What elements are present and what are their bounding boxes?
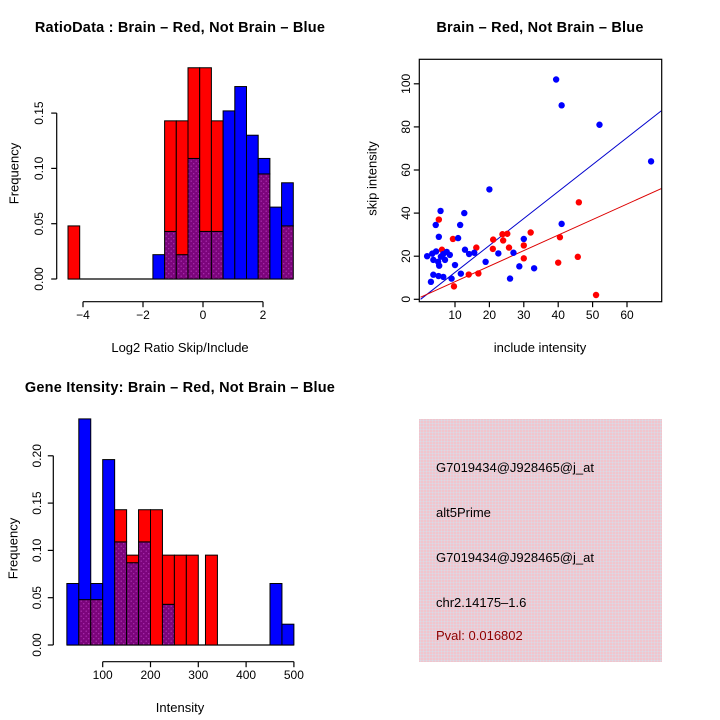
scatter-point-red [555, 259, 561, 265]
hist-bar-segment-blue [270, 207, 282, 279]
scatter-point-red [451, 283, 457, 289]
scatter-point-blue [596, 122, 602, 128]
scatter-point-blue [452, 262, 458, 268]
x-tick-label: 10 [448, 308, 462, 322]
hist-bar-segment-blue [91, 584, 103, 600]
panel-gene-intensity-histogram [0, 360, 360, 720]
hist-bar-segment-purple [165, 231, 177, 279]
scatter-point-red [521, 255, 527, 261]
y-tick-label: 20 [399, 249, 413, 263]
scatter-point-blue [510, 250, 516, 256]
x-tick-label: 100 [92, 668, 113, 682]
hist-bar-segment-red [115, 510, 127, 542]
y-tick-label: 0.10 [30, 538, 44, 563]
scatter-point-blue [486, 186, 492, 192]
hist-bar-segment-blue [79, 419, 91, 600]
ratio-histogram-ylabel: Frequency [6, 142, 22, 205]
chromosome-line: chr2.14175–1.6 [436, 595, 527, 610]
hist-bar-segment-blue [247, 135, 259, 279]
hist-bar-segment-red [165, 121, 177, 232]
x-tick-label: 0 [199, 308, 207, 322]
hist-bar-segment-red [205, 555, 217, 645]
x-tick-label: −4 [76, 308, 90, 322]
scatter-point-blue [507, 275, 513, 281]
y-tick-label: 0.15 [32, 101, 46, 125]
hist-bar-segment-blue [282, 624, 294, 645]
y-tick-label: 0.20 [30, 444, 44, 468]
hist-bar-segment-blue [67, 584, 79, 645]
scatter-point-blue [440, 274, 446, 280]
panel-intensity-scatter [360, 0, 720, 360]
scatter-point-blue [558, 102, 564, 108]
scatter-point-red [593, 292, 599, 298]
scatter-point-red [527, 229, 533, 235]
scatter-ylabel: skip intensity [364, 141, 380, 216]
scatter-point-red [506, 244, 512, 250]
splice-type-line: alt5Prime [436, 505, 491, 520]
scatter-point-red [575, 254, 581, 260]
x-tick-label: 300 [188, 668, 209, 682]
y-tick-label: 0.10 [32, 156, 46, 181]
scatter-point-red [521, 242, 527, 248]
scatter-point-red [436, 216, 442, 222]
hist-bar-segment-blue [235, 87, 247, 279]
hist-bar-segment-red [186, 555, 198, 645]
scatter-xlabel: include intensity [493, 340, 587, 355]
y-tick-label: 0 [399, 295, 413, 303]
y-tick-label: 0.15 [30, 491, 44, 515]
scatter-point-blue [436, 262, 442, 268]
scatter-point-blue [531, 265, 537, 271]
x-tick-label: 60 [620, 308, 634, 322]
hist-bar-segment-purple [91, 600, 103, 645]
scatter-point-blue [424, 253, 430, 259]
x-tick-label: 2 [259, 308, 267, 322]
x-tick-label: 400 [236, 668, 257, 682]
hist-bar-segment-blue [258, 158, 270, 173]
hist-bar-segment-red [188, 68, 200, 159]
hist-bar-segment-blue [282, 183, 294, 226]
y-tick-label: 0.00 [32, 267, 46, 291]
scatter-point-blue [433, 222, 439, 228]
ratio-histogram-xlabel: Log2 Ratio Skip/Include [111, 340, 249, 355]
hist-bar-segment-red [200, 68, 212, 232]
probe-id-line: G7019434@J928465@j_at [436, 460, 594, 475]
scatter-point-blue [428, 279, 434, 285]
scatter-point-red [466, 271, 472, 277]
hist-bar-segment-purple [139, 542, 151, 645]
hist-bar-segment-red [174, 555, 186, 645]
scatter-point-blue [471, 250, 477, 256]
gene-histogram-canvas [0, 360, 360, 720]
hist-bar-segment-blue [270, 584, 282, 645]
scatter-point-blue [458, 270, 464, 276]
hist-bar-segment-purple [188, 158, 200, 279]
scatter-point-blue [436, 234, 442, 240]
hist-bar-segment-red [211, 121, 223, 232]
scatter-point-blue [521, 236, 527, 242]
y-tick-label: 80 [399, 120, 413, 134]
y-tick-label: 40 [399, 206, 413, 220]
hist-bar-segment-purple [79, 600, 91, 645]
scatter-point-blue [482, 259, 488, 265]
hist-bar-segment-purple [282, 226, 294, 279]
hist-bar-segment-purple [162, 604, 174, 645]
hist-bar-segment-blue [223, 111, 235, 279]
scatter-point-red [500, 237, 506, 243]
x-tick-label: 50 [585, 308, 600, 322]
scatter-point-blue [433, 248, 439, 254]
hist-bar-segment-red [151, 510, 163, 645]
x-tick-label: 40 [551, 308, 565, 322]
scatter-point-blue [437, 208, 443, 214]
y-tick-label: 60 [399, 163, 413, 177]
gene-histogram-xlabel: Intensity [155, 700, 205, 715]
hist-bar-segment-red [176, 121, 188, 255]
hist-bar-segment-purple [115, 542, 127, 645]
scatter-point-red [490, 246, 496, 252]
scatter-point-blue [461, 210, 467, 216]
scatter-point-blue [495, 250, 501, 256]
y-tick-label: 100 [399, 73, 413, 94]
scatter-point-blue [553, 76, 559, 82]
x-tick-label: 20 [482, 308, 497, 322]
scatter-point-red [557, 234, 563, 240]
hist-bar-segment-purple [211, 231, 223, 279]
hist-bar-segment-red [68, 226, 80, 279]
y-tick-label: 0.05 [30, 586, 44, 610]
scatter-point-blue [558, 221, 564, 227]
hist-bar-segment-purple [127, 563, 139, 645]
probe-info-box [419, 419, 662, 662]
panel-ratio-histogram [0, 0, 360, 360]
y-tick-label: 0.00 [30, 633, 44, 657]
scatter-point-red [490, 236, 496, 242]
hist-bar-segment-red [139, 510, 151, 542]
y-tick-label: 0.05 [32, 212, 46, 236]
hist-bar-segment-red [127, 555, 139, 563]
hist-bar-segment-red [162, 555, 174, 604]
gene-histogram-ylabel: Frequency [5, 517, 21, 580]
scatter-point-blue [516, 263, 522, 269]
hist-bar-segment-purple [176, 255, 188, 279]
scatter-point-red [504, 231, 510, 237]
scatter-title: Brain – Red, Not Brain – Blue [436, 20, 644, 36]
ratio-histogram-title: RatioData : Brain – Red, Not Brain – Blue [34, 20, 326, 36]
probe-id-line-repeat: G7019434@J928465@j_at [436, 550, 594, 565]
hist-bar-segment-blue [153, 255, 165, 279]
scatter-point-red [475, 270, 481, 276]
hist-bar-segment-purple [258, 174, 270, 279]
scatter-point-blue [447, 252, 453, 258]
scatter-point-blue [442, 257, 448, 263]
x-tick-label: 30 [517, 308, 531, 322]
scatter-point-red [576, 199, 582, 205]
pval-line: Pval: 0.016802 [436, 628, 523, 643]
hist-bar-segment-blue [103, 460, 115, 645]
x-tick-label: −2 [136, 308, 150, 322]
ratio-histogram-canvas [0, 0, 360, 360]
scatter-point-blue [648, 158, 654, 164]
scatter-canvas [360, 0, 720, 360]
x-tick-label: 500 [283, 668, 304, 682]
scatter-point-blue [455, 235, 461, 241]
scatter-point-blue [457, 222, 463, 228]
scatter-point-blue [448, 275, 454, 281]
hist-bar-segment-purple [200, 231, 212, 279]
panel-probe-info [360, 360, 720, 720]
x-tick-label: 200 [140, 668, 161, 682]
gene-histogram-title: Gene Itensity: Brain – Red, Not Brain – Blue [24, 380, 336, 396]
